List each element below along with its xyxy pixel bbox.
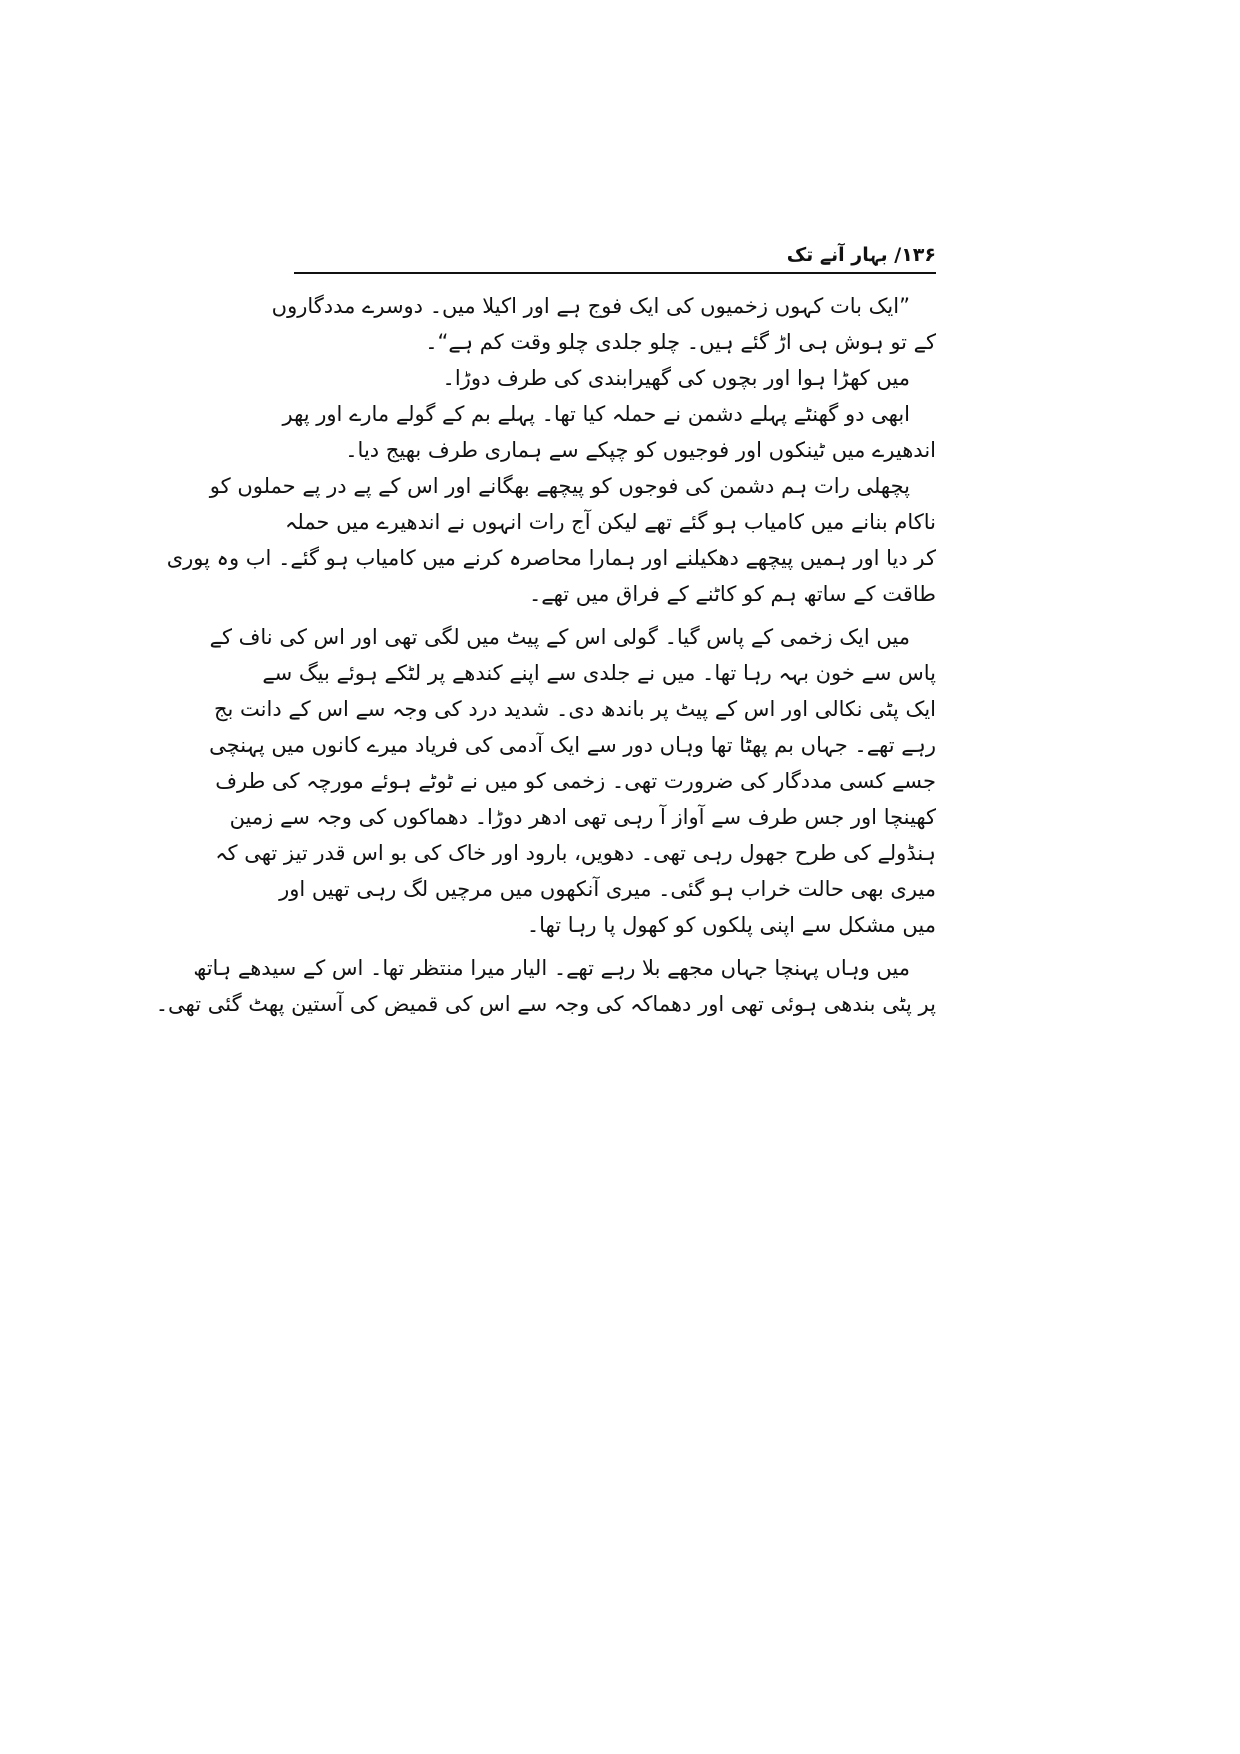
text-line: کر دیا اور ہمیں پیچھے دھکیلنے اور ہمارا محاصرہ کرنے میں کامیاب ہو گئے۔ اب وہ پوری [166,546,936,570]
text-line: ایک پٹی نکالی اور اس کے پیٹ پر باندھ دی۔ شدید درد کی وجہ سے اس کے دانت بج [213,697,936,721]
text-line: میری بھی حالت خراب ہو گئی۔ میری آنکھوں میں مرچیں لگ رہی تھیں اور [279,877,936,901]
text-line: طاقت کے ساتھ ہم کو کاٹنے کے فراق میں تھے۔ [528,582,936,606]
text-line: پر پٹی بندھی ہوئی تھی اور دھماکہ کی وجہ سے اس کی قمیض کی آستین پھٹ گئی تھی۔ [155,992,936,1016]
running-head: ۱۳۶/ بہار آنے تک [786,244,936,266]
text-line: اندھیرے میں ٹینکوں اور فوجیوں کو چپکے سے ہماری طرف بھیج دیا۔ [345,438,936,462]
body-text [155,288,936,1022]
text-line: ہنڈولے کی طرح جھول رہی تھی۔ دھویں، بارود اور خاک کی بو اس قدر تیز تھی کہ [215,841,936,865]
text-line: میں مشکل سے اپنی پلکوں کو کھول پا رہا تھا۔ [526,913,936,937]
text-line: رہے تھے۔ جہاں بم پھٹا تھا وہاں دور سے ایک آدمی کی فریاد میرے کانوں میں پہنچی [209,733,936,757]
text-line: جسے کسی مددگار کی ضرورت تھی۔ زخمی کو میں نے ٹوٹے ہوئے مورچہ کی طرف [215,769,936,793]
text-line: میں وہاں پہنچا جہاں مجھے بلا رہے تھے۔ الیار میرا منتظر تھا۔ اس کے سیدھے ہاتھ [193,956,910,980]
text-line: ابھی دو گھنٹے پہلے دشمن نے حملہ کیا تھا۔ پہلے بم کے گولے مارے اور پھر [282,402,910,426]
header-rule [294,272,936,274]
text-line: میں کھڑا ہوا اور بچوں کی گھیرابندی کی طرف دوڑا۔ [442,366,910,390]
text-line: میں ایک زخمی کے پاس گیا۔ گولی اس کے پیٹ میں لگی تھی اور اس کی ناف کے [209,625,910,649]
text-line: ناکام بنانے میں کامیاب ہو گئے تھے لیکن آج رات انہوں نے اندھیرے میں حملہ [285,510,936,534]
page-header [294,240,936,274]
text-line: پاس سے خون بہہ رہا تھا۔ میں نے جلدی سے اپنے کندھے پر لٹکے ہوئے بیگ سے [262,661,936,685]
text-line: کھینچا اور جس طرف سے آواز آ رہی تھی ادھر دوڑا۔ دھماکوں کی وجہ سے زمین [229,805,936,829]
text-line: ”ایک بات کہوں زخمیوں کی ایک فوج ہے اور اکیلا میں۔ دوسرے مددگاروں [271,294,910,318]
text-line: کے تو ہوش ہی اڑ گئے ہیں۔ چلو جلدی چلو وقت کم ہے“۔ [425,330,936,354]
text-line: پچھلی رات ہم دشمن کی فوجوں کو پیچھے بھگانے اور اس کے پے در پے حملوں کو [209,474,910,498]
